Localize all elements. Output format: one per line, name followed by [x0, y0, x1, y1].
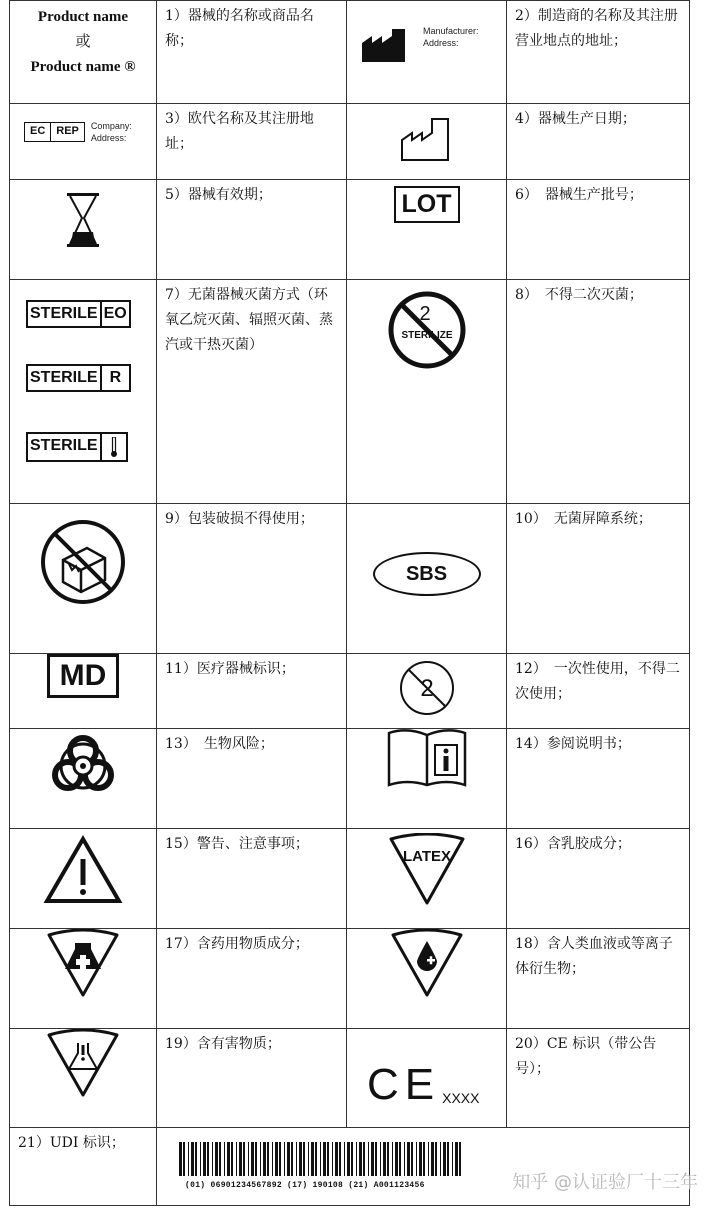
barcode-bar	[191, 1142, 194, 1176]
product-name-or: 或	[75, 34, 91, 50]
barcode-bar	[347, 1142, 350, 1176]
company-label: Company:	[90, 121, 132, 131]
barcode-bar	[279, 1142, 281, 1176]
barcode-bar	[231, 1142, 233, 1176]
desc-6: 6） 器械生产批号；	[515, 187, 643, 203]
instructions-icon	[387, 729, 467, 787]
ec-label: EC	[25, 123, 51, 141]
barcode-bar	[363, 1142, 365, 1176]
desc-15: 15）警告、注意事项；	[165, 836, 309, 852]
barcode-bar	[267, 1142, 269, 1176]
barcode-bar	[272, 1142, 273, 1176]
desc-7: 7）无菌器械灭菌方式（环氧乙烷灭菌、辐照灭菌、蒸汽或干热灭菌）	[165, 287, 333, 353]
sterilize-number: 2	[418, 303, 431, 325]
barcode-bar	[311, 1142, 314, 1176]
desc-10: 10） 无菌屏障系统；	[515, 511, 652, 527]
table-row	[10, 504, 690, 654]
desc-20: 20）CE 标识（带公告号）；	[515, 1036, 657, 1077]
desc-11: 11）医疗器械标识；	[165, 661, 295, 677]
do-not-resterilize-icon	[387, 290, 467, 370]
barcode-bar	[203, 1142, 206, 1176]
barcode-bar	[207, 1142, 209, 1176]
barcode-bar	[411, 1142, 413, 1176]
desc-12: 12） 一次性使用，不得二次使用；	[515, 661, 680, 702]
barcode-bar	[296, 1142, 297, 1176]
desc-2: 2）制造商的名称及其注册营业地点的地址；	[515, 8, 678, 49]
desc-14: 14）参阅说明书；	[515, 736, 631, 752]
table-row	[10, 180, 690, 280]
company-address-label: Address:	[90, 133, 127, 143]
manufacturer-icon	[361, 27, 407, 63]
barcode-bar	[287, 1142, 290, 1176]
barcode-bar	[236, 1142, 237, 1176]
manufacturer-label: Manufacturer:	[423, 26, 479, 36]
barcode-bar	[323, 1142, 326, 1176]
barcode-bar	[327, 1142, 329, 1176]
hourglass-icon	[66, 192, 100, 248]
barcode-bar	[200, 1142, 201, 1176]
barcode-bar	[227, 1142, 230, 1176]
barcode-bar	[284, 1142, 285, 1176]
barcode-bar	[380, 1142, 381, 1176]
watermark: 知乎 @认证验厂十三年	[512, 1172, 698, 1193]
sterilize-label: STERILIZE	[400, 330, 453, 341]
barcode-bar	[423, 1142, 425, 1176]
single-use-icon	[397, 658, 457, 718]
lot-icon: LOT	[394, 186, 460, 223]
desc-4: 4）器械生产日期；	[515, 111, 636, 127]
barcode-bar	[419, 1142, 422, 1176]
barcode-bar	[239, 1142, 242, 1176]
md-icon: MD	[47, 654, 120, 698]
sbs-icon: SBS	[373, 552, 481, 596]
barcode-bar	[399, 1142, 401, 1176]
barcode-bar	[368, 1142, 369, 1176]
desc-19: 19）含有害物质；	[165, 1036, 281, 1052]
barcode-bar	[320, 1142, 321, 1176]
barcode-bar	[215, 1142, 218, 1176]
manufacturer-address-label: Address:	[423, 38, 459, 48]
table-row	[10, 654, 690, 729]
barcode-bar	[188, 1142, 189, 1176]
barcode-bar	[440, 1142, 441, 1176]
barcode-bar	[383, 1142, 386, 1176]
table-row	[10, 1029, 690, 1128]
ec-rep-box	[24, 122, 85, 142]
barcode-bar	[435, 1142, 437, 1176]
barcode-bar	[407, 1142, 410, 1176]
desc-3: 3）欧代名称及其注册地址；	[165, 111, 314, 152]
table-row	[10, 829, 690, 929]
desc-13: 13） 生物风险；	[165, 736, 274, 752]
desc-18: 18）含人类血液或等离子体衍生物；	[515, 936, 673, 977]
barcode-bar	[248, 1142, 249, 1176]
barcode-bar	[251, 1142, 254, 1176]
desc-8: 8） 不得二次灭菌；	[515, 287, 643, 303]
symbol-table	[9, 0, 690, 1206]
barcode-bar	[303, 1142, 305, 1176]
barcode-bar	[255, 1142, 257, 1176]
barcode-bar	[179, 1142, 182, 1176]
blood-derivative-icon	[389, 929, 465, 999]
barcode-bar	[452, 1142, 453, 1176]
barcode-bar	[263, 1142, 266, 1176]
table-row	[10, 729, 690, 829]
barcode-bar	[335, 1142, 338, 1176]
barcode-bar	[359, 1142, 362, 1176]
barcode-bar	[219, 1142, 221, 1176]
barcode-bar	[291, 1142, 293, 1176]
barcode-bar	[351, 1142, 353, 1176]
barcode-bar	[315, 1142, 317, 1176]
udi-barcode-icon	[177, 1142, 467, 1176]
barcode-bar	[344, 1142, 345, 1176]
table-row	[10, 280, 690, 504]
barcode-bar	[387, 1142, 389, 1176]
sterile-steam-icon: STERILE	[26, 432, 128, 462]
barcode-bar	[356, 1142, 357, 1176]
udi-barcode-text: (01) 06901234567892 (17) 190108 (21) A001123456	[185, 1181, 425, 1190]
table-row	[10, 929, 690, 1029]
desc-1: 1）器械的名称或商品名称；	[165, 8, 314, 49]
barcode-bar	[332, 1142, 333, 1176]
barcode-bar	[195, 1142, 197, 1176]
desc-5: 5）器械有效期；	[165, 187, 272, 203]
barcode-bar	[375, 1142, 377, 1176]
product-name-cell	[10, 1, 157, 104]
desc-21: 21）UDI 标识；	[18, 1135, 125, 1151]
thermometer-icon	[102, 434, 126, 460]
manufacture-date-icon	[400, 114, 454, 162]
barcode-bar	[416, 1142, 417, 1176]
rep-label: REP	[56, 125, 79, 137]
ce-mark-icon: CE	[367, 1060, 441, 1109]
biohazard-icon	[46, 729, 120, 799]
barcode-bar	[431, 1142, 434, 1176]
single-use-number: 2	[419, 675, 434, 702]
barcode-bar	[183, 1142, 185, 1176]
product-name-line1: Product name	[37, 9, 129, 25]
barcode-bar	[339, 1142, 341, 1176]
barcode-bar	[299, 1142, 302, 1176]
barcode-bar	[371, 1142, 374, 1176]
latex-label: LATEX	[402, 848, 451, 865]
barcode-bar	[428, 1142, 429, 1176]
barcode-bar	[404, 1142, 405, 1176]
medicinal-substance-icon	[45, 929, 121, 999]
ce-notified-body-number: XXXX	[442, 1090, 480, 1106]
barcode-bar	[275, 1142, 278, 1176]
barcode-bar	[443, 1142, 446, 1176]
barcode-bar	[395, 1142, 398, 1176]
latex-icon	[387, 833, 467, 907]
warning-icon	[43, 835, 123, 905]
barcode-bar	[459, 1142, 461, 1176]
barcode-bar	[260, 1142, 261, 1176]
desc-16: 16）含乳胶成分；	[515, 836, 631, 852]
barcode-bar	[212, 1142, 213, 1176]
hazardous-substance-icon	[45, 1029, 121, 1099]
barcode-bar	[308, 1142, 309, 1176]
table-row	[10, 104, 690, 180]
barcode-bar	[243, 1142, 245, 1176]
desc-9: 9）包装破损不得使用；	[165, 511, 314, 527]
sterile-r-icon: STERILE R	[26, 364, 131, 392]
sterile-eo-icon: STERILE EO	[26, 300, 131, 328]
barcode-bar	[447, 1142, 449, 1176]
barcode-bar	[392, 1142, 393, 1176]
damaged-package-icon	[39, 518, 127, 606]
desc-17: 17）含药用物质成分；	[165, 936, 309, 952]
product-name-line2: Product name ®	[30, 59, 136, 75]
barcode-bar	[455, 1142, 458, 1176]
barcode-bar	[224, 1142, 225, 1176]
table-row	[10, 1, 690, 104]
